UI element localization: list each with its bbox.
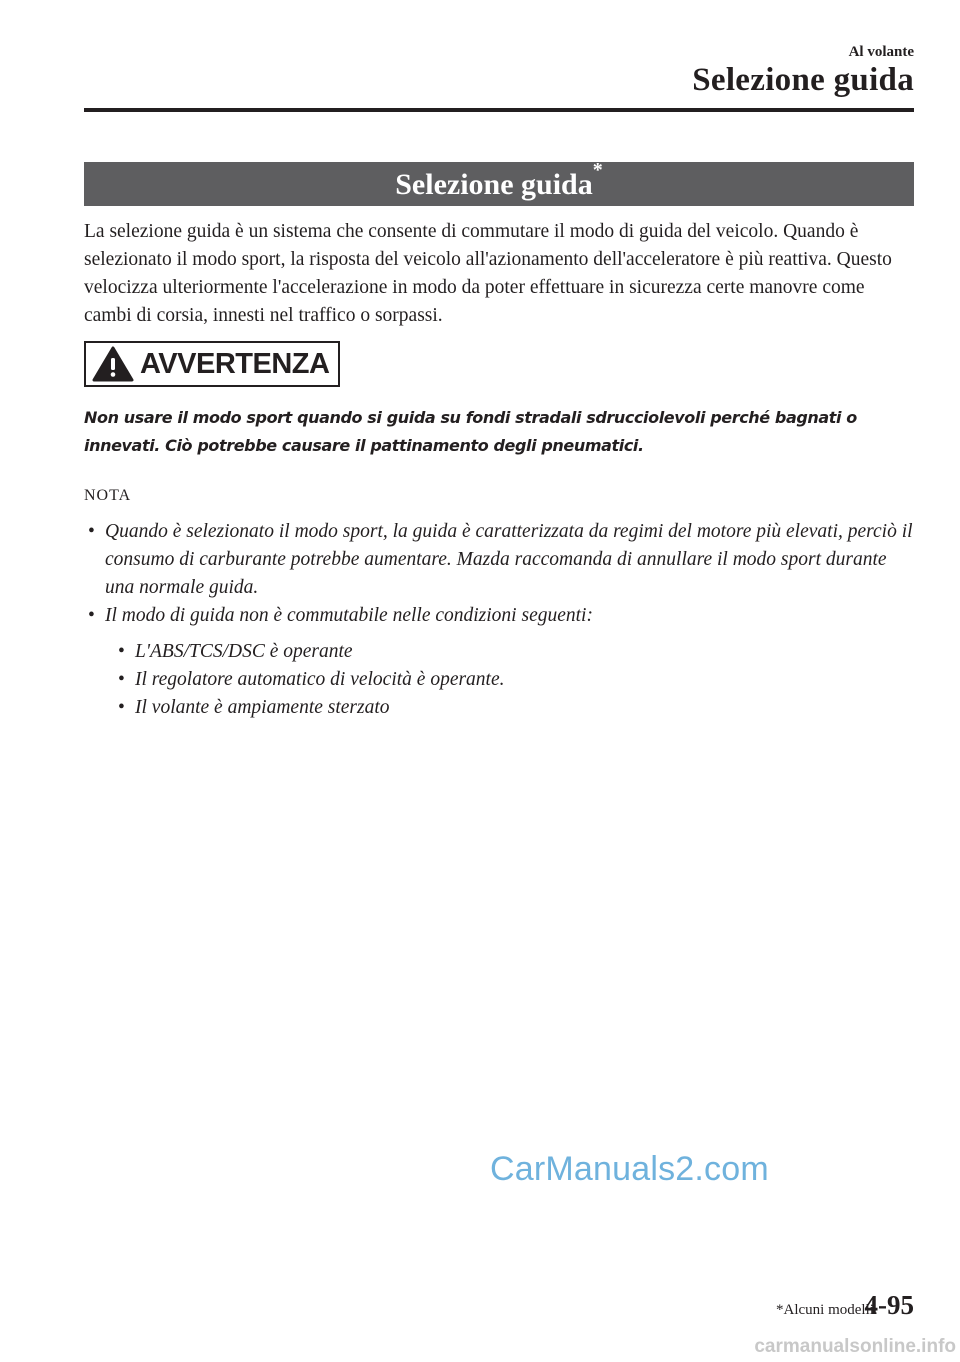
note-sub-item [105,694,914,722]
bullet: • [118,669,125,690]
warning-box [84,341,340,387]
note-sub-item-text: Il volante è ampiamente sterzato [135,697,390,718]
bullet: • [88,605,95,626]
corner-watermark-link[interactable]: carmanualsonline.info [754,1336,956,1357]
note-sub-item-text: Il regolatore automatico di velocità è operante. [135,669,505,690]
optional-feature-marker: * [592,159,603,181]
warning-text: Non usare il modo sport quando si guida su fondi stradali sdrucciolevoli perché bagnati o innevati. Ciò potrebbe causare il pattinamento degli pneumatici. [84,408,857,455]
watermark-link[interactable]: CarManuals2.com [490,1150,769,1188]
footnote: *Alcuni modelli. [776,1302,878,1318]
bullet: • [118,697,125,718]
note-item-text: Quando è selezionato il modo sport, la guida è caratterizzata da regimi del motore più elevati, perciò il consumo di carburante potrebbe aumentare. Mazda raccomanda di annullare il modo sport durante una normale guida. [105,521,913,598]
note-sub-item [105,638,914,666]
running-title: Selezione guida [692,62,914,98]
bullet: • [88,521,95,542]
note-item [84,602,914,722]
note-item [84,518,914,602]
note-heading: NOTA [84,487,132,504]
note-item-text: Il modo di guida non è commutabile nelle condizioni seguenti: [105,605,593,626]
chapter-label: Al volante [848,44,914,60]
warning-triangle-icon [92,346,134,382]
note-sub-item-text: L'ABS/TCS/DSC è operante [135,641,353,662]
note-list [84,518,914,722]
page-number: 4-95 [864,1290,914,1320]
section-title: Selezione guida [395,168,593,201]
warning-label: AVVERTENZA [140,347,330,380]
header-rule [84,108,914,112]
intro-paragraph: La selezione guida è un sistema che consente di commutare il modo di guida del veicolo. Quando è selezionato il modo sport, la risposta del veicolo all'azionamento dell'acceleratore è più reattiva. Questo velocizza ulteriormente l'accelerazione in modo da poter effettuare in sicurezza certe manovre come cambi di corsia, innesti nel traffico o sorpassi. [84,221,892,326]
section-title-bar [84,159,914,206]
note-sub-item [105,666,914,694]
bullet: • [118,641,125,662]
note-sub-list [105,638,914,722]
